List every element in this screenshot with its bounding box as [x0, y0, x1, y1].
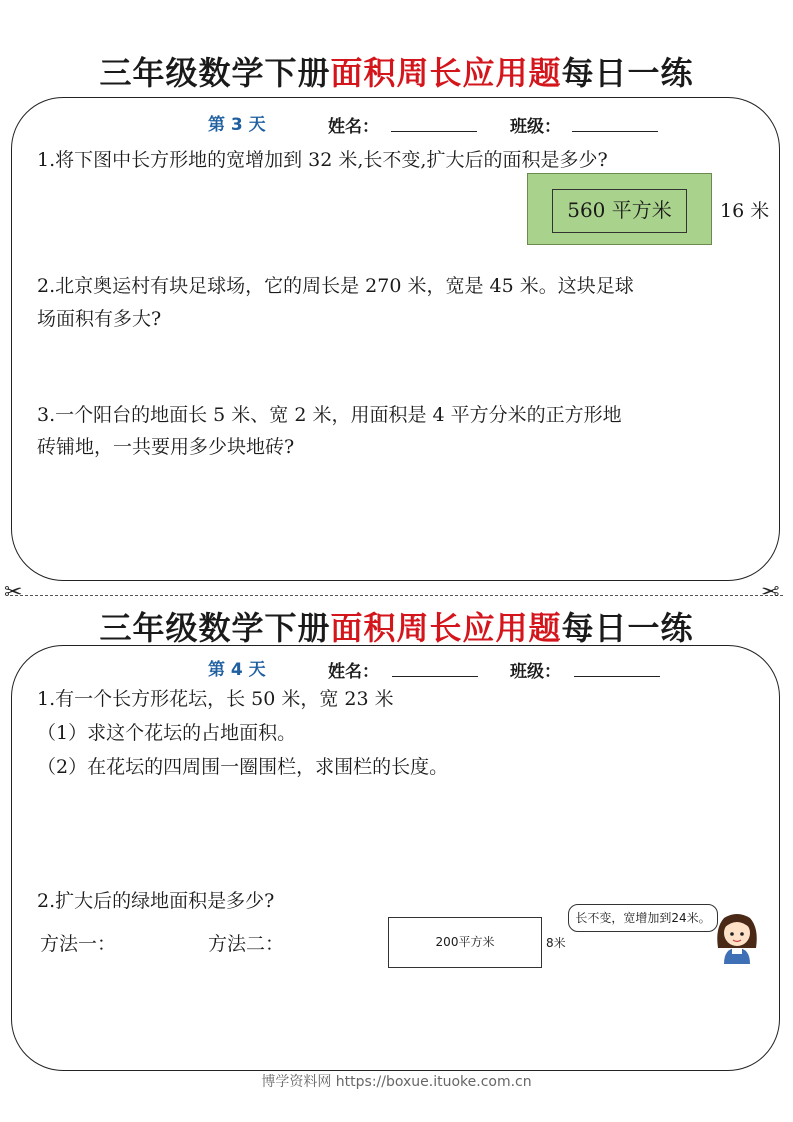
question-1-part1: （1）求这个花坛的占地面积。	[37, 722, 297, 744]
question-2-line1: 2.北京奥运村有块足球场，它的周长是 270 米，宽是 45 米。这块足球	[37, 275, 634, 297]
title-prefix: 三年级数学下册	[99, 609, 331, 647]
title-suffix: 每日一练	[561, 54, 694, 92]
question-1: 1.将下图中长方形地的宽增加到 32 米,长不变,扩大后的面积是多少?	[37, 149, 608, 171]
name-label: 姓名：	[328, 662, 379, 682]
class-label: 班级：	[510, 117, 561, 137]
area-box: 560 平方米	[552, 189, 687, 233]
question-3-line2: 砖铺地，一共要用多少块地砖?	[37, 436, 295, 458]
girl-icon	[712, 908, 762, 964]
name-blank[interactable]	[391, 131, 477, 132]
method-2-label: 方法二：	[208, 933, 285, 955]
area-diagram: 200平方米	[388, 917, 542, 968]
scissors-icon: ✂	[4, 580, 23, 605]
class-label: 班级：	[510, 662, 561, 682]
question-2: 2.扩大后的绿地面积是多少?	[37, 890, 275, 912]
question-3-line1: 3.一个阳台的地面长 5 米、宽 2 米，用面积是 4 平方分米的正方形地	[37, 404, 622, 426]
day-label: 第 4 天	[208, 660, 266, 680]
footer-watermark: 博学资料网 https://boxue.ituoke.com.cn	[261, 1074, 532, 1090]
speech-bubble: 长不变，宽增加到24米。	[568, 904, 718, 932]
name-label: 姓名：	[328, 117, 379, 137]
name-blank[interactable]	[392, 676, 478, 677]
title-suffix: 每日一练	[561, 609, 694, 647]
day-label: 第 3 天	[208, 115, 266, 135]
title-highlight: 面积周长应用题	[330, 54, 562, 92]
question-1-part2: （2）在花坛的四周围一圈围栏，求围栏的长度。	[37, 756, 449, 778]
cut-line	[10, 595, 783, 596]
method-1-label: 方法一：	[40, 933, 117, 955]
page-title	[0, 48, 793, 94]
scissors-icon: ✂	[761, 580, 780, 605]
width-label: 16 米	[720, 200, 770, 222]
title-prefix: 三年级数学下册	[99, 54, 331, 92]
page-title	[0, 603, 793, 649]
title-highlight: 面积周长应用题	[330, 609, 562, 647]
question-2-line2: 场面积有多大?	[37, 308, 162, 330]
question-1: 1.有一个长方形花坛，长 50 米，宽 23 米	[37, 688, 394, 710]
class-blank[interactable]	[572, 131, 658, 132]
class-blank[interactable]	[574, 676, 660, 677]
width-label: 8米	[546, 936, 566, 950]
